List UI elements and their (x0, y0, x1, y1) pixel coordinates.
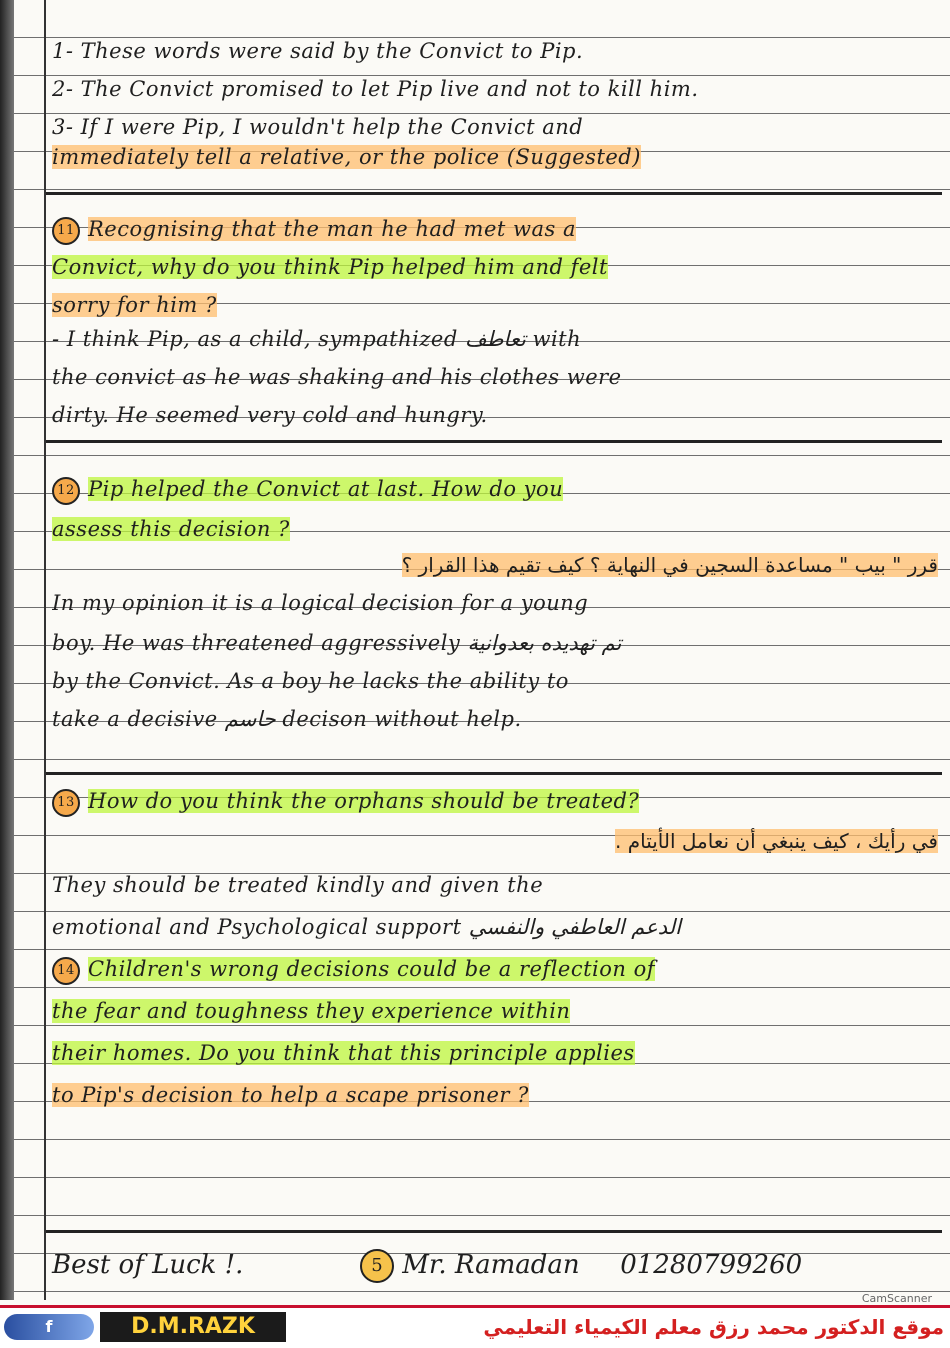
question-text: to Pip's decision to help a scape prisoner ? (52, 1083, 529, 1107)
question-line (52, 1078, 938, 1112)
arabic-translation (52, 824, 938, 858)
question-text: Convict, why do you think Pip helped him and felt (52, 255, 608, 279)
margin-line (44, 0, 46, 1300)
question-text: assess this decision ? (52, 517, 290, 541)
arabic-translation (52, 548, 938, 582)
scanner-watermark: CamScanner (861, 1292, 932, 1305)
arabic-text: في رأيك ، كيف ينبغي أن نعامل الأيتام . (615, 829, 938, 853)
answer-line (52, 140, 938, 174)
question-number-badge: 14 (52, 957, 80, 985)
answer-line: - I think Pip, as a child, sympathized تعاطف with (52, 327, 582, 351)
section-divider (46, 440, 942, 443)
facebook-icon[interactable]: f (4, 1314, 94, 1340)
footer (52, 1240, 938, 1290)
question-line (52, 472, 938, 506)
question-line (52, 288, 938, 322)
highlighted-text: immediately tell a relative, or the police (Suggested) (52, 145, 641, 169)
question-text: their homes. Do you think that this principle applies (52, 1041, 635, 1065)
answer-line: 3- If I were Pip, I wouldn't help the Convict and (52, 115, 584, 139)
brand-logo: D.M.RAZK (100, 1312, 286, 1342)
question-text: How do you think the orphans should be treated? (88, 789, 640, 813)
question-text: the fear and toughness they experience within (52, 999, 571, 1023)
question-line (52, 994, 938, 1028)
answer-line: They should be treated kindly and given the (52, 873, 544, 897)
question-line (52, 212, 938, 246)
question-line (52, 250, 938, 284)
question-number-badge: 13 (52, 789, 80, 817)
question-number-badge: 11 (52, 217, 80, 245)
phone-number: 01280799260 (620, 1250, 803, 1280)
question-text: Children's wrong decisions could be a reflection of (88, 957, 656, 981)
answer-line: In my opinion it is a logical decision for a young (52, 591, 589, 615)
question-line (52, 952, 938, 986)
answer-line: by the Convict. As a boy he lacks the ability to (52, 669, 569, 693)
answer-line: boy. He was threatened aggressively تم تهديده بعدوانية (52, 631, 622, 655)
best-of-luck: Best of Luck !. (52, 1250, 244, 1280)
answer-line: take a decisive حاسم decison without help. (52, 707, 522, 731)
question-line (52, 784, 938, 818)
question-line (52, 512, 938, 546)
question-text: Pip helped the Convict at last. How do you (88, 477, 564, 501)
brand-bar (0, 1305, 950, 1348)
question-line (52, 1036, 938, 1070)
question-number-badge: 12 (52, 477, 80, 505)
section-divider (46, 1230, 942, 1233)
question-text: sorry for him ? (52, 293, 217, 317)
answer-line: the convict as he was shaking and his clothes were (52, 365, 622, 389)
answer-line: dirty. He seemed very cold and hungry. (52, 403, 488, 427)
question-text: Recognising that the man he had met was a (88, 217, 576, 241)
answer-line: emotional and Psychological support الدعم العاطفي والنفسي (52, 915, 681, 939)
page-edge-shadow (0, 0, 14, 1300)
teacher-name: Mr. Ramadan (402, 1250, 580, 1280)
answer-line: 1- These words were said by the Convict to Pip. (52, 39, 584, 63)
section-divider (46, 772, 942, 775)
page-number-badge: 5 (360, 1249, 394, 1283)
answer-line: 2- The Convict promised to let Pip live and not to kill him. (52, 77, 699, 101)
brand-arabic-title: موقع الدكتور محمد رزق معلم الكيمياء التعليمي (483, 1315, 944, 1339)
section-divider (46, 192, 942, 195)
arabic-text: قرر " بيب " مساعدة السجين في النهاية ؟ كيف تقيم هذا القرار ؟ (401, 553, 938, 577)
